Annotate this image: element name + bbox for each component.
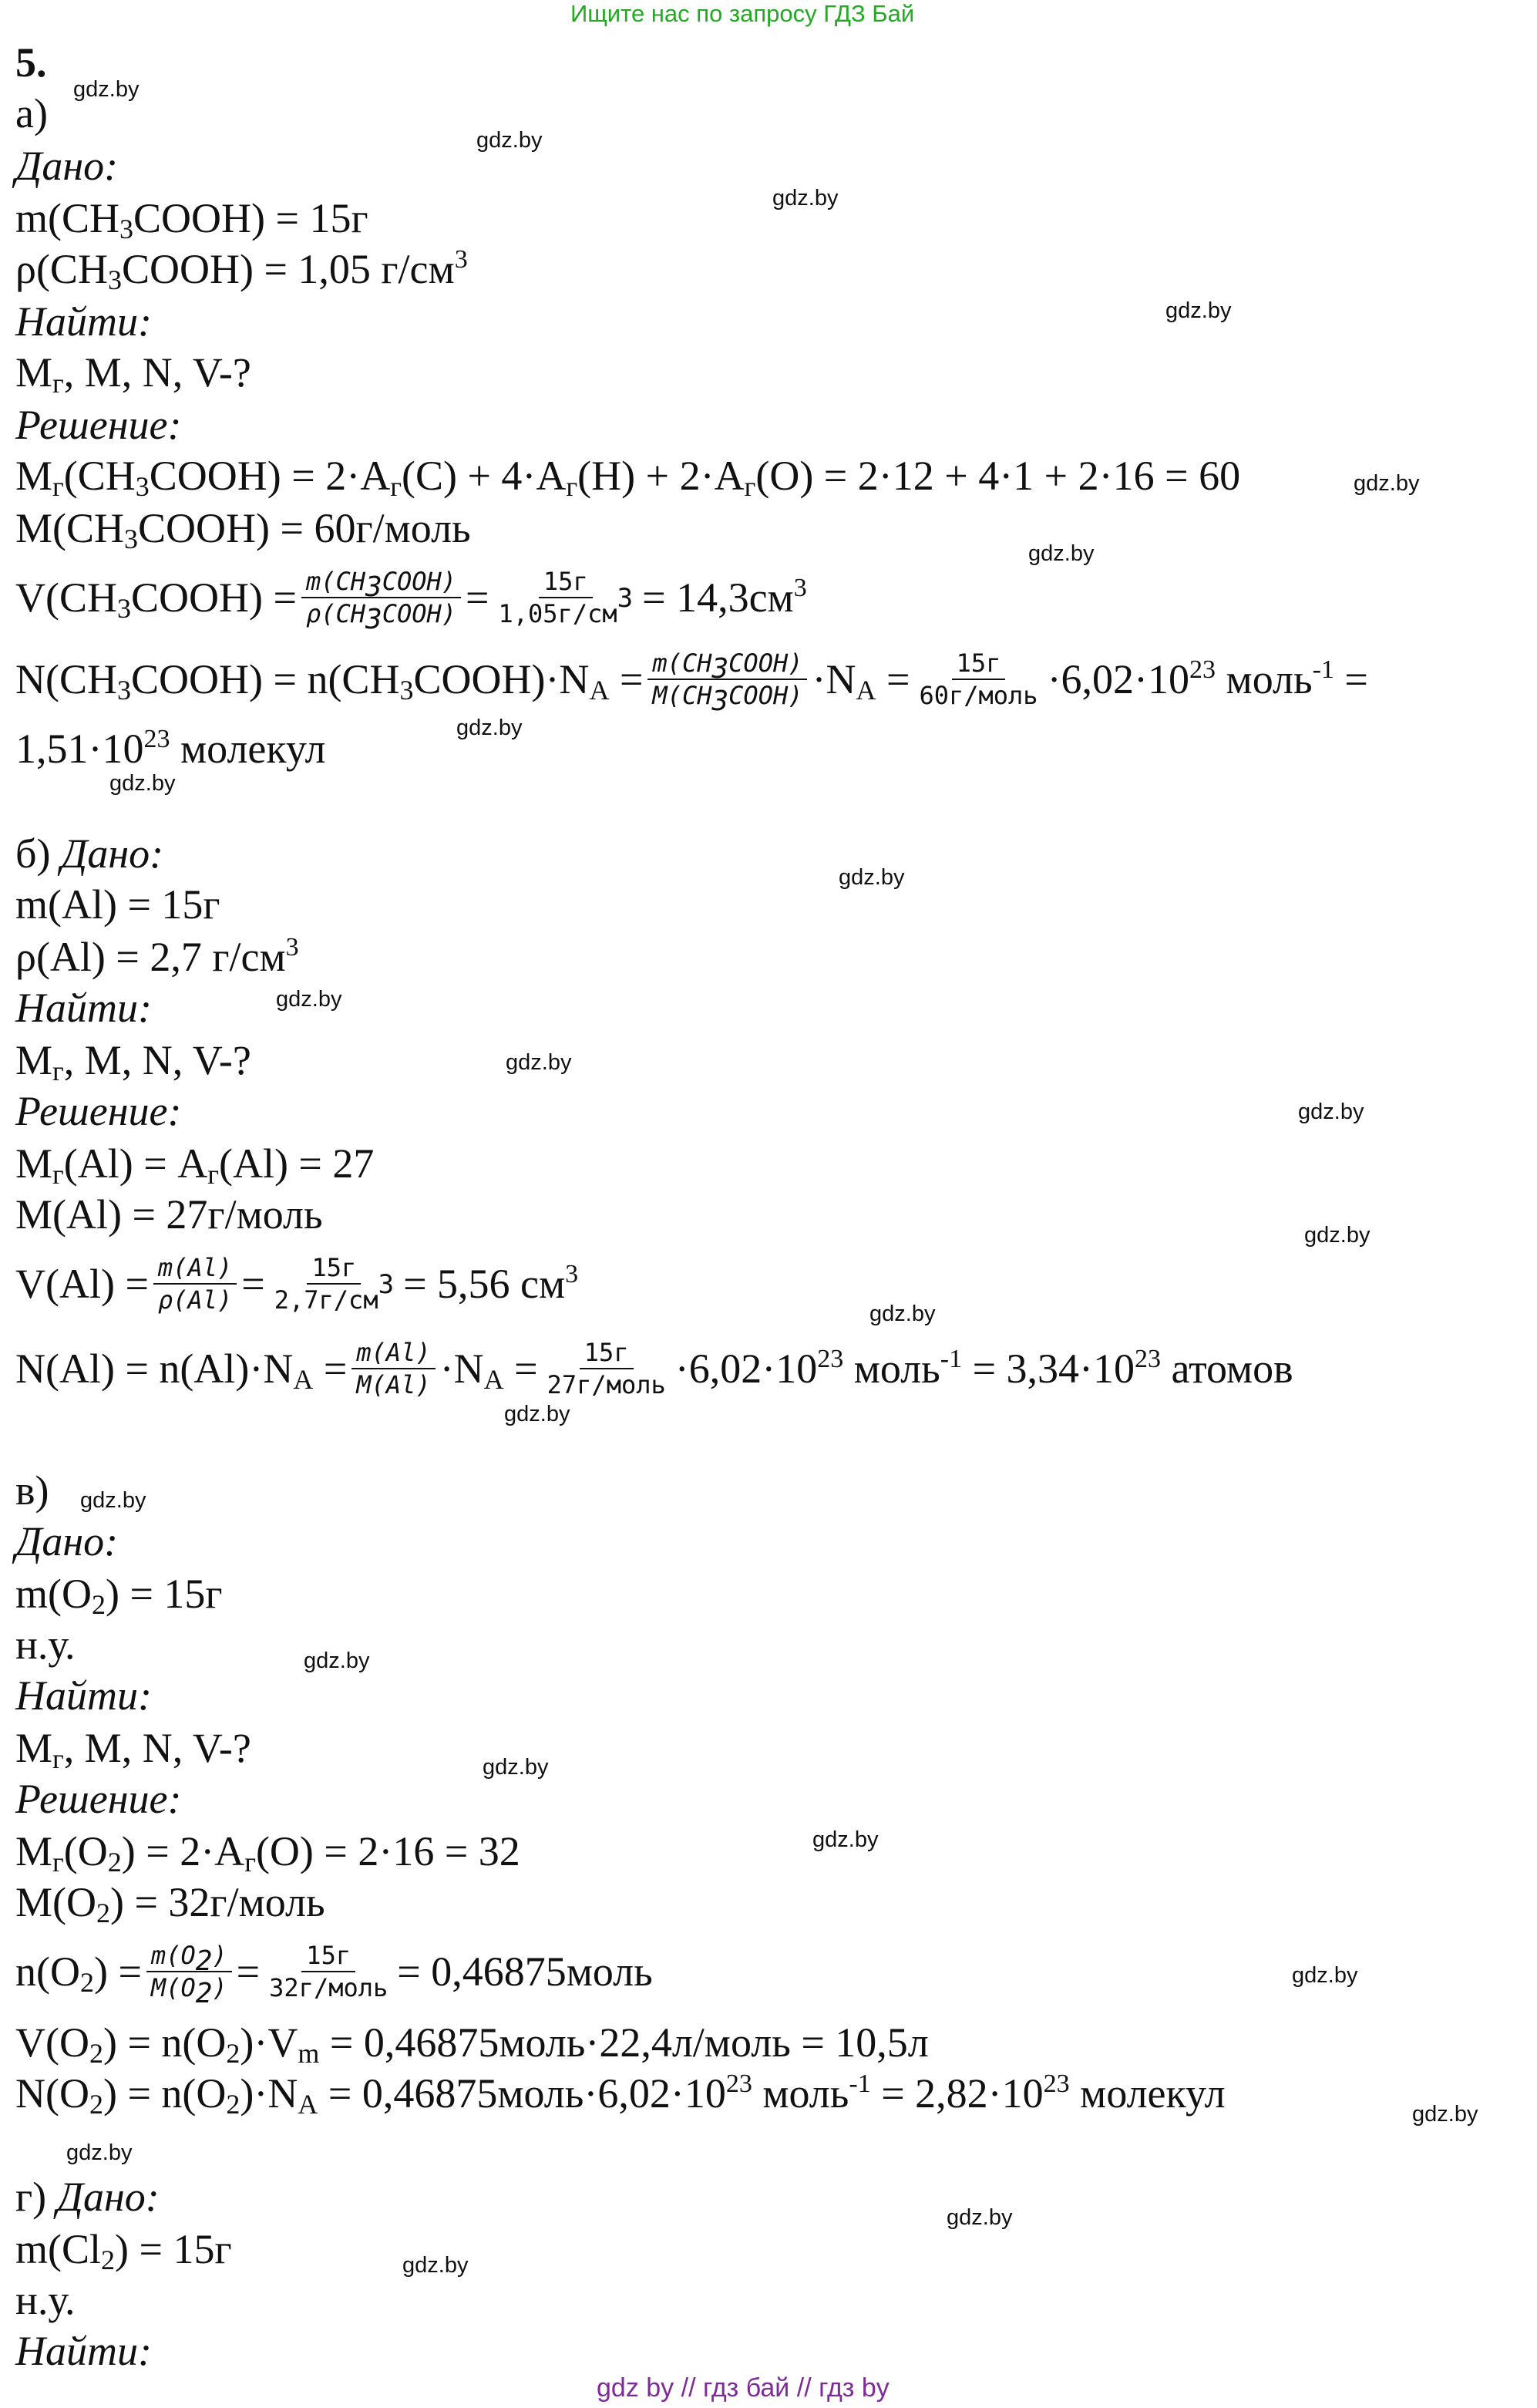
part-b-mass: m(Al) = 15г	[15, 881, 220, 928]
part-c-n-fraction-2	[264, 1940, 392, 2003]
denominator: 32г/моль	[269, 1973, 388, 2002]
part-b-molar-mass: M(Al) = 27г/моль	[15, 1191, 323, 1238]
part-b-mr: $M_г(Al) = A_г(Al) = 27$	[15, 1140, 375, 1190]
part-a-n-fraction-1	[647, 648, 807, 717]
denominator: ρ(Al)	[157, 1285, 233, 1315]
part-b-n-fraction-2	[543, 1337, 671, 1400]
watermark: gdz.by	[839, 865, 905, 890]
part-a-n-left: $N(CH_3COOH)$ = $n(CH_3COOH)\cdot N_A$ =	[15, 656, 644, 706]
part-c-find: Найти:	[15, 1672, 152, 1719]
watermark: gdz.by	[476, 128, 543, 153]
numerator: $m(CH_3COOH)$	[647, 648, 807, 680]
part-d-condition: н.у.	[15, 2277, 76, 2323]
watermark: gdz.by	[276, 987, 342, 1012]
part-d-given: Дано:	[56, 2174, 160, 2220]
part-d-header	[15, 2173, 160, 2221]
part-b-v-left: V(Al) =	[15, 1261, 149, 1307]
watermark: gdz.by	[1354, 471, 1420, 496]
part-d-label: г)	[15, 2174, 47, 2220]
part-a-mass: $m(CH_3COOH) = 15г$	[15, 195, 368, 244]
part-a-density: $\rho(CH_3COOH) = 1,05$ $г/см^3$	[15, 245, 468, 295]
part-a-given: Дано:	[15, 143, 119, 189]
denominator: M(Al)	[356, 1370, 431, 1399]
part-a-volume-formula: $V(CH_3COOH)$ = $m(CH_3COOH)$ $\rho(CH_3COOH)$ = 15г $1,05г/см^3$ = $14,3см^3$	[15, 567, 807, 635]
watermark: gdz.by	[73, 77, 140, 102]
part-b-n-formula: $N(Al) = n(Al)\cdot N_A$ = $\frac{m(Al)}{M(Al)}$ $\cdot N_A$ = 15г 27г/моль $\cdot 6,02\cdot 10^{23}$ моль$^{-1}$ = $3,34\cdot 10^{23}$ атомов	[15, 1338, 1293, 1399]
part-a-n-fraction-2	[914, 648, 1042, 711]
numerator: m(Al)	[153, 1252, 237, 1285]
part-b-v-fraction-2	[270, 1252, 399, 1315]
part-c-volume: $V(O_2) = n(O_2)\cdot V_m$ = 0,46875моль·22,4л/моль = 10,5л	[15, 2019, 929, 2069]
numerator: 15г	[307, 1252, 361, 1285]
part-a-v-result: = $14,3см^3$	[642, 574, 807, 621]
part-b-label: б)	[15, 830, 51, 877]
part-b-header	[15, 830, 163, 877]
part-b-v-fraction-1	[153, 1252, 237, 1315]
watermark: gdz.by	[1165, 298, 1232, 323]
watermark: gdz.by	[1298, 1100, 1364, 1124]
denominator: $1,05г/см^3$	[498, 583, 634, 628]
part-a-find: Найти:	[15, 298, 152, 345]
numerator: 15г	[952, 648, 1006, 680]
watermark: gdz.by	[1292, 1963, 1358, 1988]
numerator: $m(CH_3COOH)$	[301, 566, 461, 598]
part-b-n-result: $\cdot 6,02\cdot 10^{23}$ моль$^{-1}$ = $3,34\cdot 10^{23}$ атомов	[674, 1345, 1293, 1392]
part-b-unknowns: $M_г$, M, N, V-?	[15, 1037, 251, 1086]
watermark: gdz.by	[402, 2253, 469, 2278]
part-a-label: а)	[15, 90, 48, 136]
part-c-particles: $N(O_2) = n(O_2)\cdot N_A$ = $0,46875моль\cdot 6,02\cdot 10^{23}$ моль$^{-1}$ = $2,82\cdot 10^{23}$ молекул	[15, 2070, 1226, 2120]
part-b-volume-formula: V(Al) = $\frac{m(Al)}{\rho(Al)}$ = 15г $2,7г/см^3$ = 5,56 $см^3$	[15, 1253, 579, 1315]
footer-links[interactable]: gdz by // гдз бай // гдз by	[597, 2373, 890, 2403]
part-a-v-fraction-2	[494, 566, 638, 629]
part-a-molar-mass: $M(CH_3COOH)$ = 60г/моль	[15, 505, 471, 554]
part-c-label: в)	[15, 1467, 49, 1514]
part-c-condition: н.у.	[15, 1622, 76, 1668]
top-banner[interactable]: Ищите нас по запросу ГДЗ Бай	[570, 0, 915, 27]
part-a-v-left: $V(CH_3COOH)$ =	[15, 574, 297, 624]
watermark: gdz.by	[1028, 541, 1095, 566]
part-b-v-result: = 5,56 $см^3$	[403, 1260, 579, 1307]
part-c-mr: $M_г(O_2) = 2\cdot A_г(O) = 2\cdot 16 = 32$	[15, 1828, 520, 1878]
denominator: $2,7г/см^3$	[274, 1269, 395, 1315]
watermark: gdz.by	[456, 716, 523, 740]
watermark: gdz.by	[947, 2205, 1013, 2230]
part-c-given: Дано:	[15, 1518, 119, 1564]
part-d-find: Найти:	[15, 2328, 152, 2374]
task-number: 5.	[15, 39, 47, 86]
part-a-n-result: $1,51\cdot 10^{23}$ молекул	[15, 725, 326, 772]
part-c-solution: Решение:	[15, 1776, 182, 1822]
numerator: 15г	[580, 1337, 634, 1369]
numerator: $m(O_2)$	[146, 1940, 232, 1972]
part-c-n-left: $n(O_2)$ =	[15, 1948, 142, 1998]
part-b-density: ρ(Al) = 2,7 $г/см^3$	[15, 933, 299, 980]
part-d-mass: $m(Cl_2) = 15г$	[15, 2226, 232, 2275]
denominator: $M(CH_3COOH)$	[652, 681, 803, 717]
part-b-n-left: $N(Al) = n(Al)\cdot N_A$ =	[15, 1345, 348, 1395]
denominator: 27г/моль	[547, 1370, 666, 1399]
part-a-v-fraction-1	[301, 566, 461, 635]
part-a-solution: Решение:	[15, 402, 182, 448]
watermark: gdz.by	[80, 1488, 146, 1513]
watermark: gdz.by	[869, 1302, 936, 1326]
part-a-unknowns: $M_г$, M, N, V-?	[15, 349, 251, 399]
part-a-n-formula: $N(CH_3COOH)$ = $n(CH_3COOH)\cdot N_A$ = $m(CH_3COOH)$ $M(CH_3COOH)$ $\cdot N_A$ = 15г 60г/моль $\cdot 6,02\cdot 10^{23}$ моль$^{-1}$ =	[15, 648, 1368, 717]
part-c-n-formula: $n(O_2)$ = $\frac{m(O_2)}{M(O_2)}$ = 15г 32г/моль = 0,46875моль	[15, 1941, 653, 2009]
part-c-mass: $m(O_2) = 15г$	[15, 1571, 223, 1620]
watermark: gdz.by	[483, 1755, 549, 1780]
part-b-n-fraction-1	[351, 1337, 435, 1400]
part-a-n-rest: $\cdot 6,02\cdot 10^{23}$ моль$^{-1}$ =	[1047, 655, 1368, 702]
watermark: gdz.by	[304, 1649, 370, 1673]
watermark: gdz.by	[109, 771, 176, 796]
watermark: gdz.by	[812, 1827, 879, 1852]
denominator: $\rho(CH_3COOH)$	[305, 599, 457, 635]
watermark: gdz.by	[1412, 2102, 1478, 2127]
part-b-find: Найти:	[15, 985, 152, 1031]
part-b-given: Дано:	[60, 830, 164, 877]
numerator: 15г	[539, 566, 593, 598]
watermark: gdz.by	[66, 2140, 133, 2165]
numerator: m(Al)	[351, 1337, 435, 1369]
watermark: gdz.by	[772, 186, 839, 210]
watermark: gdz.by	[506, 1050, 572, 1075]
part-c-unknowns: $M_г$, M, N, V-?	[15, 1725, 251, 1774]
watermark: gdz.by	[504, 1402, 570, 1426]
part-c-n-fraction-1	[146, 1940, 232, 2009]
watermark: gdz.by	[1304, 1223, 1371, 1248]
denominator: $M(O_2)$	[150, 1973, 227, 2009]
numerator: 15г	[301, 1940, 355, 1972]
part-c-molar-mass: $M(O_2)$ = 32г/моль	[15, 1879, 325, 1928]
part-a-mr: $M_г(CH_3COOH) = 2\cdot A_г(C) + 4\cdot A_г(H) + 2\cdot A_г(O) = 2\cdot 12 + 4\cdot 1 + 2\cdot 16 = 60$	[15, 453, 1241, 502]
denominator: 60г/моль	[919, 681, 1038, 710]
part-c-n-result: = 0,46875моль	[397, 1948, 653, 1995]
part-b-solution: Решение:	[15, 1088, 182, 1134]
